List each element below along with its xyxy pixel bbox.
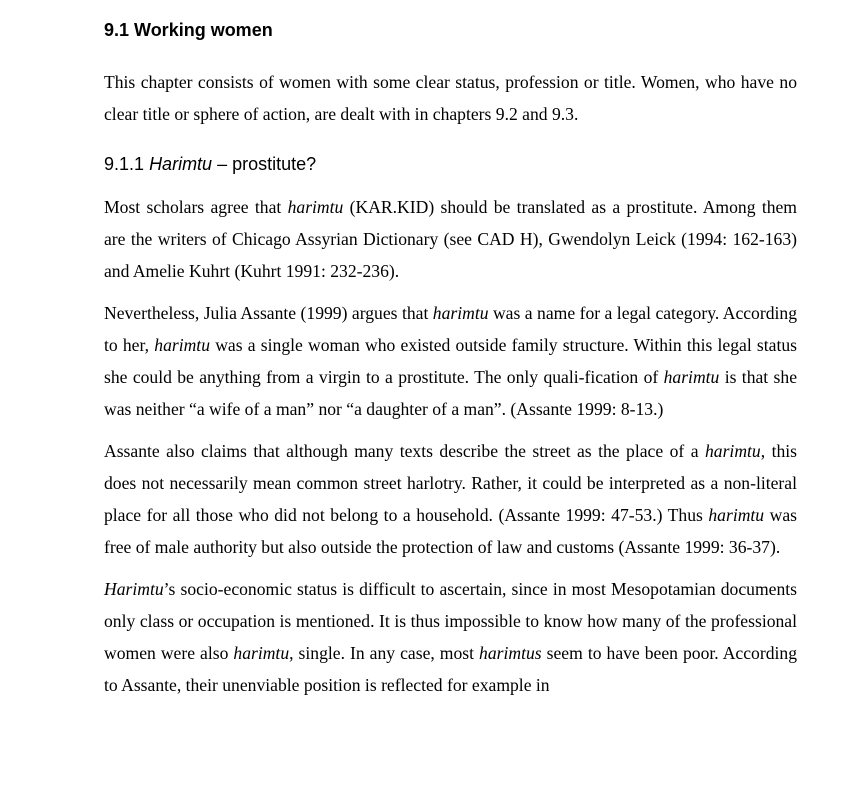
body-paragraph-1 [104,191,797,287]
text-run: Most scholars agree that [104,197,288,217]
text-run: This chapter consists of women with some clear status, profession or title. Women, who have no clear title or sphere of action, are dealt with in chapters 9.2 and 9.3. [104,72,797,124]
body-paragraph-3 [104,435,797,563]
subsection-title-rest: – prostitute? [212,154,317,174]
text-run: Nevertheless, Julia Assante (1999) argues that [104,303,433,323]
text-run: was a single woman who existed outside family structure. Within this legal status she could be anything from a virgin to a prostitute. The only quali-fication of [104,335,798,387]
body-paragraph-2 [104,297,797,425]
text-run: ’s socio-economic status is difficult to ascertain, since in most Mesopotamian documents only class or occupation is mentioned. It is thus impossible to know how many of the professional women were also [104,579,797,663]
intro-paragraph [104,66,797,130]
italic-term: harimtu [663,367,720,387]
italic-term: Harimtu [104,579,164,599]
section-heading: 9.1 Working women [104,20,273,40]
italic-term: harimtus [479,643,542,663]
text-run: , single. In any case, most [289,643,480,663]
text-run: Assante also claims that although many texts describe the street as the place of a [104,441,705,461]
italic-term: harimtu [233,643,290,663]
italic-term: harimtu [287,197,344,217]
text-run: (KAR.KID) should be translated as a prostitute. Among them are the writers of Chicago Assyrian Dictionary (see CAD H), Gwendolyn Leick (1994: 162-163) and Amelie Kuhrt (Kuhrt 1991: 232-236). [104,197,797,281]
text-run: is that she was neither “a wife of a man” nor “a daughter of a man”. (Assante 1999: 8-13.) [104,367,798,419]
italic-term: harimtu [708,505,765,525]
italic-term: harimtu [704,441,761,461]
subsection-term: Harimtu [149,154,213,174]
italic-term: harimtu [154,335,210,355]
text-run: seem to have been poor. According to Assante, their unenviable position is reflected for example in [104,643,797,695]
text-run: was free of male authority but also outside the protection of law and customs (Assante 1999: 36-37). [104,505,797,557]
body-paragraph-4 [104,573,797,701]
subsection-heading [104,152,797,176]
text-run: was a name for a legal category. According to her, [104,303,797,355]
text-run: , this does not necessarily mean common street harlotry. Rather, it could be interpreted as a non-literal place for all those who did not belong to a household. (Assante 1999: 47-53.) Thus [104,441,797,525]
italic-term: harimtu [432,303,489,323]
subsection-number: 9.1.1 [104,154,145,174]
